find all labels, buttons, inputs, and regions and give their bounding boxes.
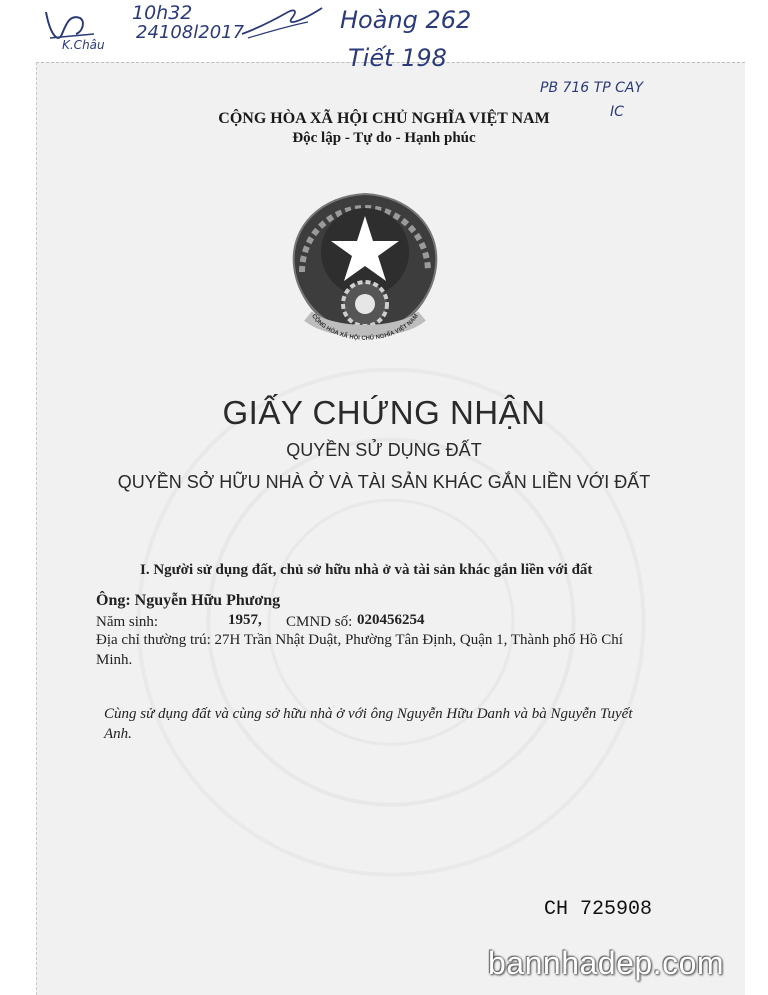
handwritten-note-b: Tiết 198 bbox=[348, 44, 447, 72]
country-heading: CỘNG HÒA XÃ HỘI CHỦ NGHĨA VIỆT NAM bbox=[218, 110, 550, 127]
co-owner-line-1: Cùng sử dụng đất và cùng sở hữu nhà ở với ông Nguyễn Hữu Danh và bà Nguyễn Tuyết bbox=[104, 706, 633, 722]
handwritten-time: 10h32 bbox=[132, 2, 193, 24]
section-heading: I. Người sử dụng đất, chủ sở hữu nhà ở và tài sản khác gắn liền với đất bbox=[140, 562, 593, 578]
address-line-1: Địa chỉ thường trú: 27H Trần Nhật Duật, Phường Tân Định, Quận 1, Thành phố Hồ Chí bbox=[96, 632, 623, 648]
serial-number: CH 725908 bbox=[544, 898, 653, 921]
certificate-title: GIẤY CHỨNG NHẬN bbox=[222, 394, 546, 431]
birth-label: Năm sinh: bbox=[96, 614, 159, 630]
id-label: CMND số: bbox=[286, 614, 353, 630]
signature-scribble-icon bbox=[238, 4, 328, 44]
owner-name: Ông: Nguyễn Hữu Phương bbox=[96, 592, 281, 609]
handwritten-date: 24108l2017 bbox=[136, 22, 245, 43]
handwritten-right-note-a: PB 716 TP CAY bbox=[540, 80, 644, 96]
handwritten-name: K.Châu bbox=[62, 38, 105, 52]
birth-year: 1957, bbox=[228, 612, 262, 628]
handwritten-note-a: Hoàng 262 bbox=[340, 6, 472, 34]
certificate-subtitle-2: QUYỀN SỞ HỮU NHÀ Ở VÀ TÀI SẢN KHÁC GẮN LIỀN VỚI ĐẤT bbox=[117, 472, 651, 492]
certificate-subtitle-1: QUYỀN SỬ DỤNG ĐẤT bbox=[286, 440, 482, 460]
co-owner-line-2: Anh. bbox=[104, 726, 132, 742]
national-emblem-icon bbox=[272, 186, 458, 346]
address-line-2: Minh. bbox=[96, 652, 133, 668]
svg-text:CỘNG HÒA XÃ HỘI CHỦ NGHĨA VIỆT: CỘNG HÒA XÃ HỘI CHỦ NGHĨA VIỆT NAM bbox=[310, 313, 420, 342]
id-number: 020456254 bbox=[357, 612, 425, 628]
motto: Độc lập - Tự do - Hạnh phúc bbox=[292, 130, 476, 146]
site-watermark: bannhadep.com bbox=[488, 945, 725, 981]
handwritten-right-note-b: IC bbox=[610, 104, 624, 120]
